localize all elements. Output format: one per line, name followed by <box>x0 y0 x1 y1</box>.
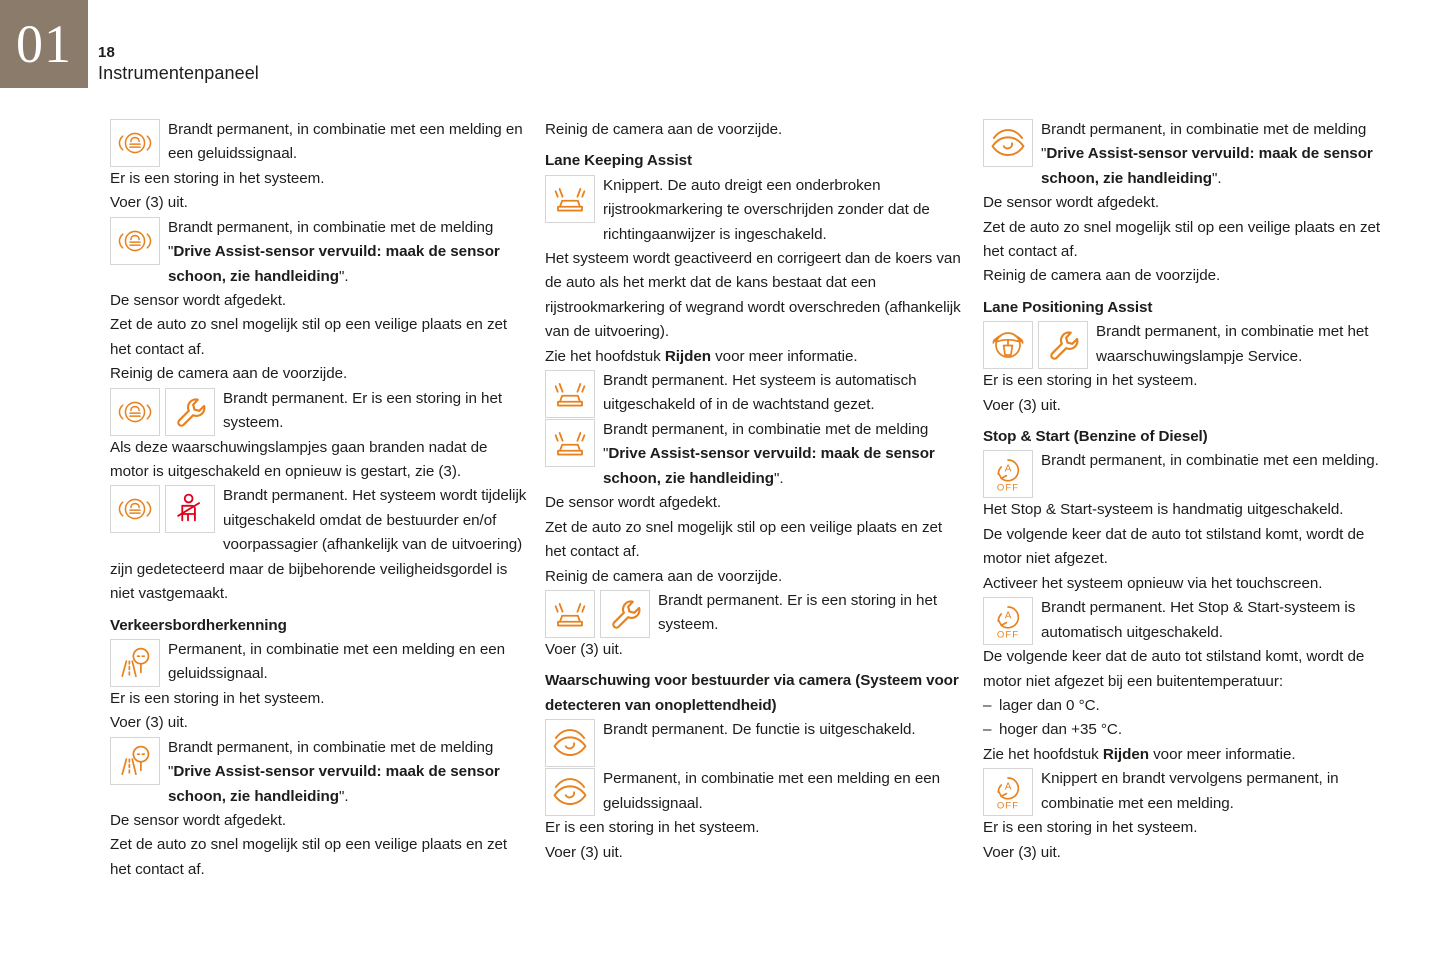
wrench-icon-box <box>1038 321 1088 369</box>
wrench-icon-box <box>165 388 215 436</box>
paragraph-text-bold: Rijden <box>664 347 711 365</box>
stop-start-off-icon-box <box>983 597 1033 645</box>
steering-wheel-hands-icon <box>988 325 1028 365</box>
warning-lamp-description: Permanent, in combinatie met een melding en een geluidssignaal. <box>603 770 941 812</box>
body-paragraph: Voer (3) uit. <box>545 640 623 658</box>
body-paragraph: Zet de auto zo snel mogelijk stil op een veilige plaats en zet het contact af. <box>545 518 943 561</box>
bullet-text: lager dan 0 °C. <box>999 696 1100 714</box>
bullet-dash: – <box>983 696 992 714</box>
page-number: 18 <box>98 44 116 61</box>
body-paragraph: Zet de auto zo snel mogelijk stil op een veilige plaats en zet het contact af. <box>110 836 508 878</box>
body-paragraph: De sensor wordt afgedekt. <box>545 494 722 512</box>
wrench-icon <box>605 594 645 634</box>
section-heading: Stop & Start (Benzine of Diesel) <box>983 428 1208 446</box>
wrench-icon-box <box>600 590 650 638</box>
lane-keeping-assist-icon-box <box>545 370 595 418</box>
warning-lamp-entry <box>110 736 530 809</box>
warning-lamp-entry <box>545 369 965 418</box>
warning-lamp-icon-group <box>983 768 1033 816</box>
warning-lamp-icon-group <box>545 419 595 467</box>
bullet-dash: – <box>983 721 992 739</box>
drive-assist-sensor-icon <box>115 123 155 163</box>
body-paragraph: Er is een storing in het systeem. <box>983 372 1198 390</box>
warning-lamp-entry <box>983 449 1403 498</box>
warning-lamp-entry <box>983 320 1403 369</box>
page-title: Instrumentenpaneel <box>98 63 259 83</box>
lane-keeping-assist-icon <box>550 423 590 463</box>
page-header <box>0 0 1445 92</box>
column-3 <box>983 118 1403 882</box>
drive-assist-sensor-icon-box <box>110 217 160 265</box>
lane-keeping-assist-icon-box <box>545 175 595 223</box>
description-text-post: ". <box>1212 169 1222 187</box>
warning-lamp-description: Brandt permanent. De functie is uitgeschakeld. <box>603 721 916 739</box>
wrench-icon <box>170 392 210 432</box>
stop-start-off-icon <box>988 454 1028 494</box>
body-paragraph: Reinig de camera aan de voorzijde. <box>545 567 783 585</box>
warning-lamp-entry <box>545 767 965 816</box>
warning-lamp-description: Permanent, in combinatie met een melding en een geluidssignaal. <box>168 640 506 683</box>
warning-lamp-icon-group <box>983 597 1033 645</box>
paragraph-text-pre: Zie het hoofdstuk <box>545 347 665 365</box>
warning-lamp-entry <box>983 118 1403 191</box>
section-heading: Lane Keeping Assist <box>545 152 692 170</box>
driver-attention-eye-icon <box>988 123 1028 163</box>
warning-lamp-icon-group <box>545 370 595 418</box>
body-paragraph: De volgende keer dat de auto tot stilstand komt, wordt de motor niet afgezet bij een buitentemperatuur: <box>983 648 1365 690</box>
body-paragraph: Activeer het systeem opnieuw via het touchscreen. <box>983 574 1323 592</box>
drive-assist-sensor-icon <box>115 221 155 261</box>
warning-lamp-entry <box>110 387 530 436</box>
body-paragraph: Voer (3) uit. <box>983 396 1061 414</box>
description-text-pre: Brandt permanent, in combinatie met de melding " <box>168 218 494 261</box>
paragraph-text-post: voor meer informatie. <box>710 347 858 365</box>
warning-lamp-entry <box>545 718 965 767</box>
body-paragraph <box>545 345 965 369</box>
warning-lamp-icon-group <box>110 217 160 265</box>
warning-lamp-entry <box>110 216 530 289</box>
traffic-sign-recognition-icon <box>115 741 155 781</box>
warning-lamp-entry <box>545 174 965 247</box>
warning-lamp-entry <box>545 418 965 491</box>
driver-attention-eye-icon <box>550 772 590 812</box>
warning-lamp-icon-group <box>110 737 160 785</box>
warning-lamp-entry <box>983 767 1403 816</box>
lane-keeping-assist-icon-box <box>545 590 595 638</box>
body-paragraph: Er is een storing in het systeem. <box>110 689 325 707</box>
body-paragraph: Voer (3) uit. <box>110 194 188 212</box>
warning-lamp-description: Brandt permanent. Het systeem wordt tijdelijk uitgeschakeld omdat de bestuurder en/of voorpassagier (afhankelijk van de uitvoering) zijn gedetecteerd maar de bijbehorende veiligheidsgordel is niet vastgemaakt. <box>110 487 527 603</box>
paragraph-text-bold: Rijden <box>1102 745 1149 763</box>
traffic-sign-recognition-icon-box <box>110 737 160 785</box>
description-text-pre: Brandt permanent, in combinatie met de melding " <box>1041 121 1367 163</box>
column-1 <box>110 118 530 882</box>
drive-assist-sensor-icon <box>115 392 155 432</box>
description-text-post: ". <box>339 267 349 285</box>
chapter-number-badge: 01 <box>0 0 88 88</box>
warning-lamp-description <box>110 736 530 809</box>
warning-lamp-icon-group <box>983 119 1033 167</box>
body-paragraph: Als deze waarschuwingslampjes gaan branden nadat de motor is uitgeschakeld en opnieuw is gestart, zie (3). <box>110 438 488 481</box>
description-text-bold: Drive Assist-sensor vervuild: maak de sensor schoon, zie handleiding <box>168 763 500 805</box>
bullet-item <box>983 694 1403 718</box>
paragraph-text-post: voor meer informatie. <box>1148 745 1296 763</box>
warning-lamp-icon-group <box>545 590 650 638</box>
description-text-post: ". <box>339 787 349 805</box>
warning-lamp-entry <box>110 638 530 687</box>
warning-lamp-description: Brandt permanent. Het systeem is automatisch uitgeschakeld of in de wachtstand gezet. <box>603 372 917 414</box>
body-paragraph: Voer (3) uit. <box>545 843 623 861</box>
body-paragraph: Er is een storing in het systeem. <box>983 819 1198 837</box>
warning-lamp-icon-group <box>110 388 215 436</box>
content-columns <box>0 118 1445 882</box>
lane-keeping-assist-icon <box>550 179 590 219</box>
warning-lamp-icon-group <box>545 175 595 223</box>
body-paragraph <box>983 743 1403 767</box>
warning-lamp-description: Brandt permanent, in combinatie met een melding. <box>1041 452 1379 470</box>
warning-lamp-entry <box>983 596 1403 645</box>
warning-lamp-icon-group <box>110 119 160 167</box>
warning-lamp-icon-group <box>110 485 215 533</box>
driver-attention-eye-icon-box <box>983 119 1033 167</box>
lane-keeping-assist-icon-box <box>545 419 595 467</box>
body-paragraph: Voer (3) uit. <box>110 714 188 732</box>
drive-assist-sensor-icon-box <box>110 388 160 436</box>
body-paragraph: De sensor wordt afgedekt. <box>110 811 287 829</box>
warning-lamp-description: Brandt permanent, in combinatie met het waarschuwingslampje Service. <box>1096 323 1369 365</box>
warning-lamp-description: Knippert en brandt vervolgens permanent, in combinatie met een melding. <box>1041 770 1339 812</box>
paragraph-text-pre: Zie het hoofdstuk <box>983 745 1103 763</box>
stop-start-off-icon <box>988 601 1028 641</box>
body-paragraph: De sensor wordt afgedekt. <box>983 194 1160 212</box>
body-paragraph: De sensor wordt afgedekt. <box>110 292 287 310</box>
traffic-sign-recognition-icon-box <box>110 639 160 687</box>
section-heading: Lane Positioning Assist <box>983 298 1153 316</box>
stop-start-off-icon <box>988 772 1028 812</box>
body-paragraph: Zet de auto zo snel mogelijk stil op een veilige plaats en zet het contact af. <box>110 316 508 358</box>
column-2 <box>545 118 965 882</box>
body-paragraph: Er is een storing in het systeem. <box>110 170 325 187</box>
lane-keeping-assist-icon <box>550 374 590 414</box>
driver-attention-eye-icon <box>550 723 590 763</box>
drive-assist-sensor-icon-box <box>110 485 160 533</box>
warning-lamp-description <box>545 418 965 491</box>
description-text-pre: Brandt permanent, in combinatie met de melding " <box>603 421 929 463</box>
description-text-bold: Drive Assist-sensor vervuild: maak de sensor schoon, zie handleiding <box>1041 145 1373 187</box>
warning-lamp-icon-group <box>545 768 595 816</box>
warning-lamp-entry <box>545 589 965 638</box>
stop-start-off-icon-box <box>983 768 1033 816</box>
body-paragraph: Reinig de camera aan de voorzijde. <box>983 267 1221 285</box>
body-paragraph: Voer (3) uit. <box>983 843 1061 861</box>
warning-lamp-description: Brandt permanent. Er is een storing in het systeem. <box>658 591 938 634</box>
drive-assist-sensor-icon-box <box>110 119 160 167</box>
lane-keeping-assist-icon <box>550 594 590 634</box>
description-text-post: ". <box>774 469 784 487</box>
steering-wheel-hands-icon-box <box>983 321 1033 369</box>
section-heading: Verkeersbordherkenning <box>110 616 287 634</box>
driver-attention-eye-icon-box <box>545 719 595 767</box>
description-text-pre: Brandt permanent, in combinatie met de melding " <box>168 738 494 781</box>
seatbelt-icon-box <box>165 485 215 533</box>
description-text-bold: Drive Assist-sensor vervuild: maak de sensor schoon, zie handleiding <box>168 243 500 285</box>
warning-lamp-description: Brandt permanent, in combinatie met een melding en een geluidssignaal. <box>168 121 523 163</box>
traffic-sign-recognition-icon <box>115 643 155 683</box>
warning-lamp-entry <box>110 484 530 606</box>
warning-lamp-icon-group <box>983 450 1033 498</box>
body-paragraph: Het systeem wordt geactiveerd en corrigeert dan de koers van de auto als het merkt dat de kans bestaat dat een rijstrookmarkering of wegrand wordt overschreden (afhankelijk van de uitvoering). <box>545 250 961 341</box>
body-paragraph: Reinig de camera aan de voorzijde. <box>545 121 783 138</box>
warning-lamp-description: Brandt permanent. Het Stop & Start-systeem is automatisch uitgeschakeld. <box>1041 599 1356 641</box>
body-paragraph: Zet de auto zo snel mogelijk stil op een veilige plaats en zet het contact af. <box>983 218 1381 261</box>
warning-lamp-icon-group <box>110 639 160 687</box>
warning-lamp-description: Knippert. De auto dreigt een onderbroken rijstrookmarkering te overschrijden zonder dat de richtingaanwijzer is ingeschakeld. <box>603 176 930 243</box>
drive-assist-sensor-icon <box>115 489 155 529</box>
stop-start-off-icon-box <box>983 450 1033 498</box>
seatbelt-icon <box>170 489 210 529</box>
wrench-icon <box>1043 325 1083 365</box>
section-heading: Waarschuwing voor bestuurder via camera (Systeem voor detecteren van onoplettendheid) <box>545 672 959 714</box>
bullet-text: hoger dan +35 °C. <box>999 721 1123 739</box>
body-paragraph: De volgende keer dat de auto tot stilstand komt, wordt de motor niet afgezet. <box>983 525 1365 568</box>
driver-attention-eye-icon-box <box>545 768 595 816</box>
body-paragraph: Reinig de camera aan de voorzijde. <box>110 365 348 383</box>
warning-lamp-description <box>983 118 1403 191</box>
warning-lamp-entry <box>110 118 530 167</box>
warning-lamp-description <box>110 216 530 289</box>
warning-lamp-icon-group <box>983 321 1088 369</box>
page-header-text <box>98 44 259 84</box>
warning-lamp-icon-group <box>545 719 595 767</box>
body-paragraph: Er is een storing in het systeem. <box>545 819 760 837</box>
bullet-item <box>983 718 1403 742</box>
description-text-bold: Drive Assist-sensor vervuild: maak de sensor schoon, zie handleiding <box>603 445 935 487</box>
body-paragraph: Het Stop & Start-systeem is handmatig uitgeschakeld. <box>983 501 1344 519</box>
warning-lamp-description: Brandt permanent. Er is een storing in het systeem. <box>223 389 503 432</box>
